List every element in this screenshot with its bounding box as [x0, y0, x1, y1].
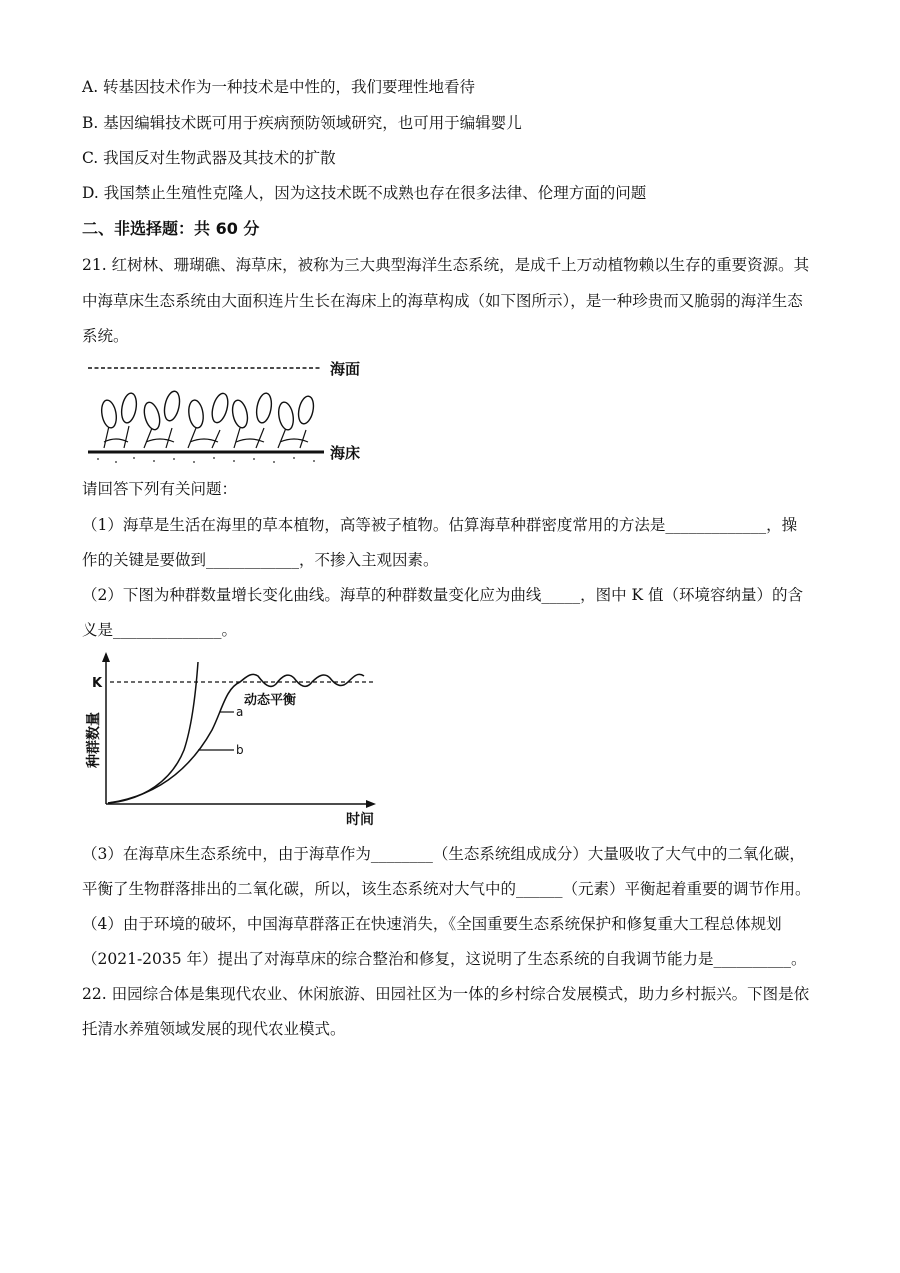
q21-p3-line-1: （3）在海草床生态系统中，由于海草作为________（生态系统组成成分）大量吸收了大气中的二氧化碳， [82, 845, 805, 863]
x-axis-label: 时间 [346, 812, 374, 828]
label-b: b [236, 743, 244, 757]
q21-intro-line-1: 21. 红树林、珊瑚礁、海草床，被称为三大典型海洋生态系统，是成千上万动植物赖以生存的重要资源。其 [82, 256, 810, 274]
seagrass-leaves [100, 390, 316, 431]
label-a: a [236, 705, 244, 719]
q21-intro-line-2: 中海草床生态系统由大面积连片生长在海床上的海草构成（如下图所示），是一种珍贵而又脆弱的海洋生态 [82, 292, 803, 310]
option-a: A. 转基因技术作为一种技术是中性的，我们要理性地看待 [82, 78, 476, 96]
seagrass-figure [84, 356, 384, 468]
q21-p2-line-1: （2）下图为种群数量增长变化曲线。海草的种群数量变化应为曲线_____，图中 K 值（环境容纳量）的含 [82, 586, 804, 604]
q21-p3-line-2: 平衡了生物群落排出的二氧化碳，所以，该生态系统对大气中的______（元素）平衡起着重要的调节作用。 [82, 880, 811, 898]
k-label: K [92, 676, 103, 691]
sediment-dots [97, 457, 315, 463]
sea-bed-label: 海床 [330, 444, 361, 462]
q21-p4-line-2: （2021-2035 年）提出了对海草床的综合整治和修复，这说明了生态系统的自我调节能力是__________。 [82, 950, 807, 968]
q21-prompt: 请回答下列有关问题： [82, 480, 238, 498]
dynamic-balance-label: 动态平衡 [243, 693, 297, 708]
sea-surface-label: 海面 [330, 360, 361, 378]
q21-intro-line-3: 系统。 [82, 327, 129, 345]
seagrass-plants [104, 426, 308, 448]
y-axis-label: 种群数量 [86, 712, 102, 768]
option-c: C. 我国反对生物武器及其技术的扩散 [82, 149, 336, 167]
q22-line-1: 22. 田园综合体是集现代农业、休闲旅游、田园社区为一体的乡村综合发展模式，助力乡村振兴。下图是依 [82, 985, 810, 1003]
option-b: B. 基因编辑技术既可用于疾病预防领域研究，也可用于编辑婴儿 [82, 114, 522, 132]
q21-p4-line-1: （4）由于环境的破坏，中国海草群落正在快速消失，《全国重要生态系统保护和修复重大工程总体规划 [82, 915, 782, 933]
option-d: D. 我国禁止生殖性克隆人，因为这技术既不成熟也存在很多法律、伦理方面的问题 [82, 184, 647, 202]
section-title: 二、非选择题：共 60 分 [82, 219, 260, 238]
q22-line-2: 托清水养殖领域发展的现代农业模式。 [82, 1020, 346, 1038]
q21-p2-line-2: 义是______________。 [82, 621, 238, 639]
population-growth-chart [84, 650, 384, 834]
curve-s [108, 674, 364, 803]
q21-p1-line-2: 作的关键是要做到____________，不掺入主观因素。 [82, 551, 439, 569]
curve-j [108, 662, 198, 803]
y-axis-arrow [102, 652, 110, 662]
q21-p1-line-1: （1）海草是生活在海里的草本植物，高等被子植物。估算海草种群密度常用的方法是_____________，操 [82, 516, 798, 534]
x-axis-arrow [366, 800, 376, 808]
